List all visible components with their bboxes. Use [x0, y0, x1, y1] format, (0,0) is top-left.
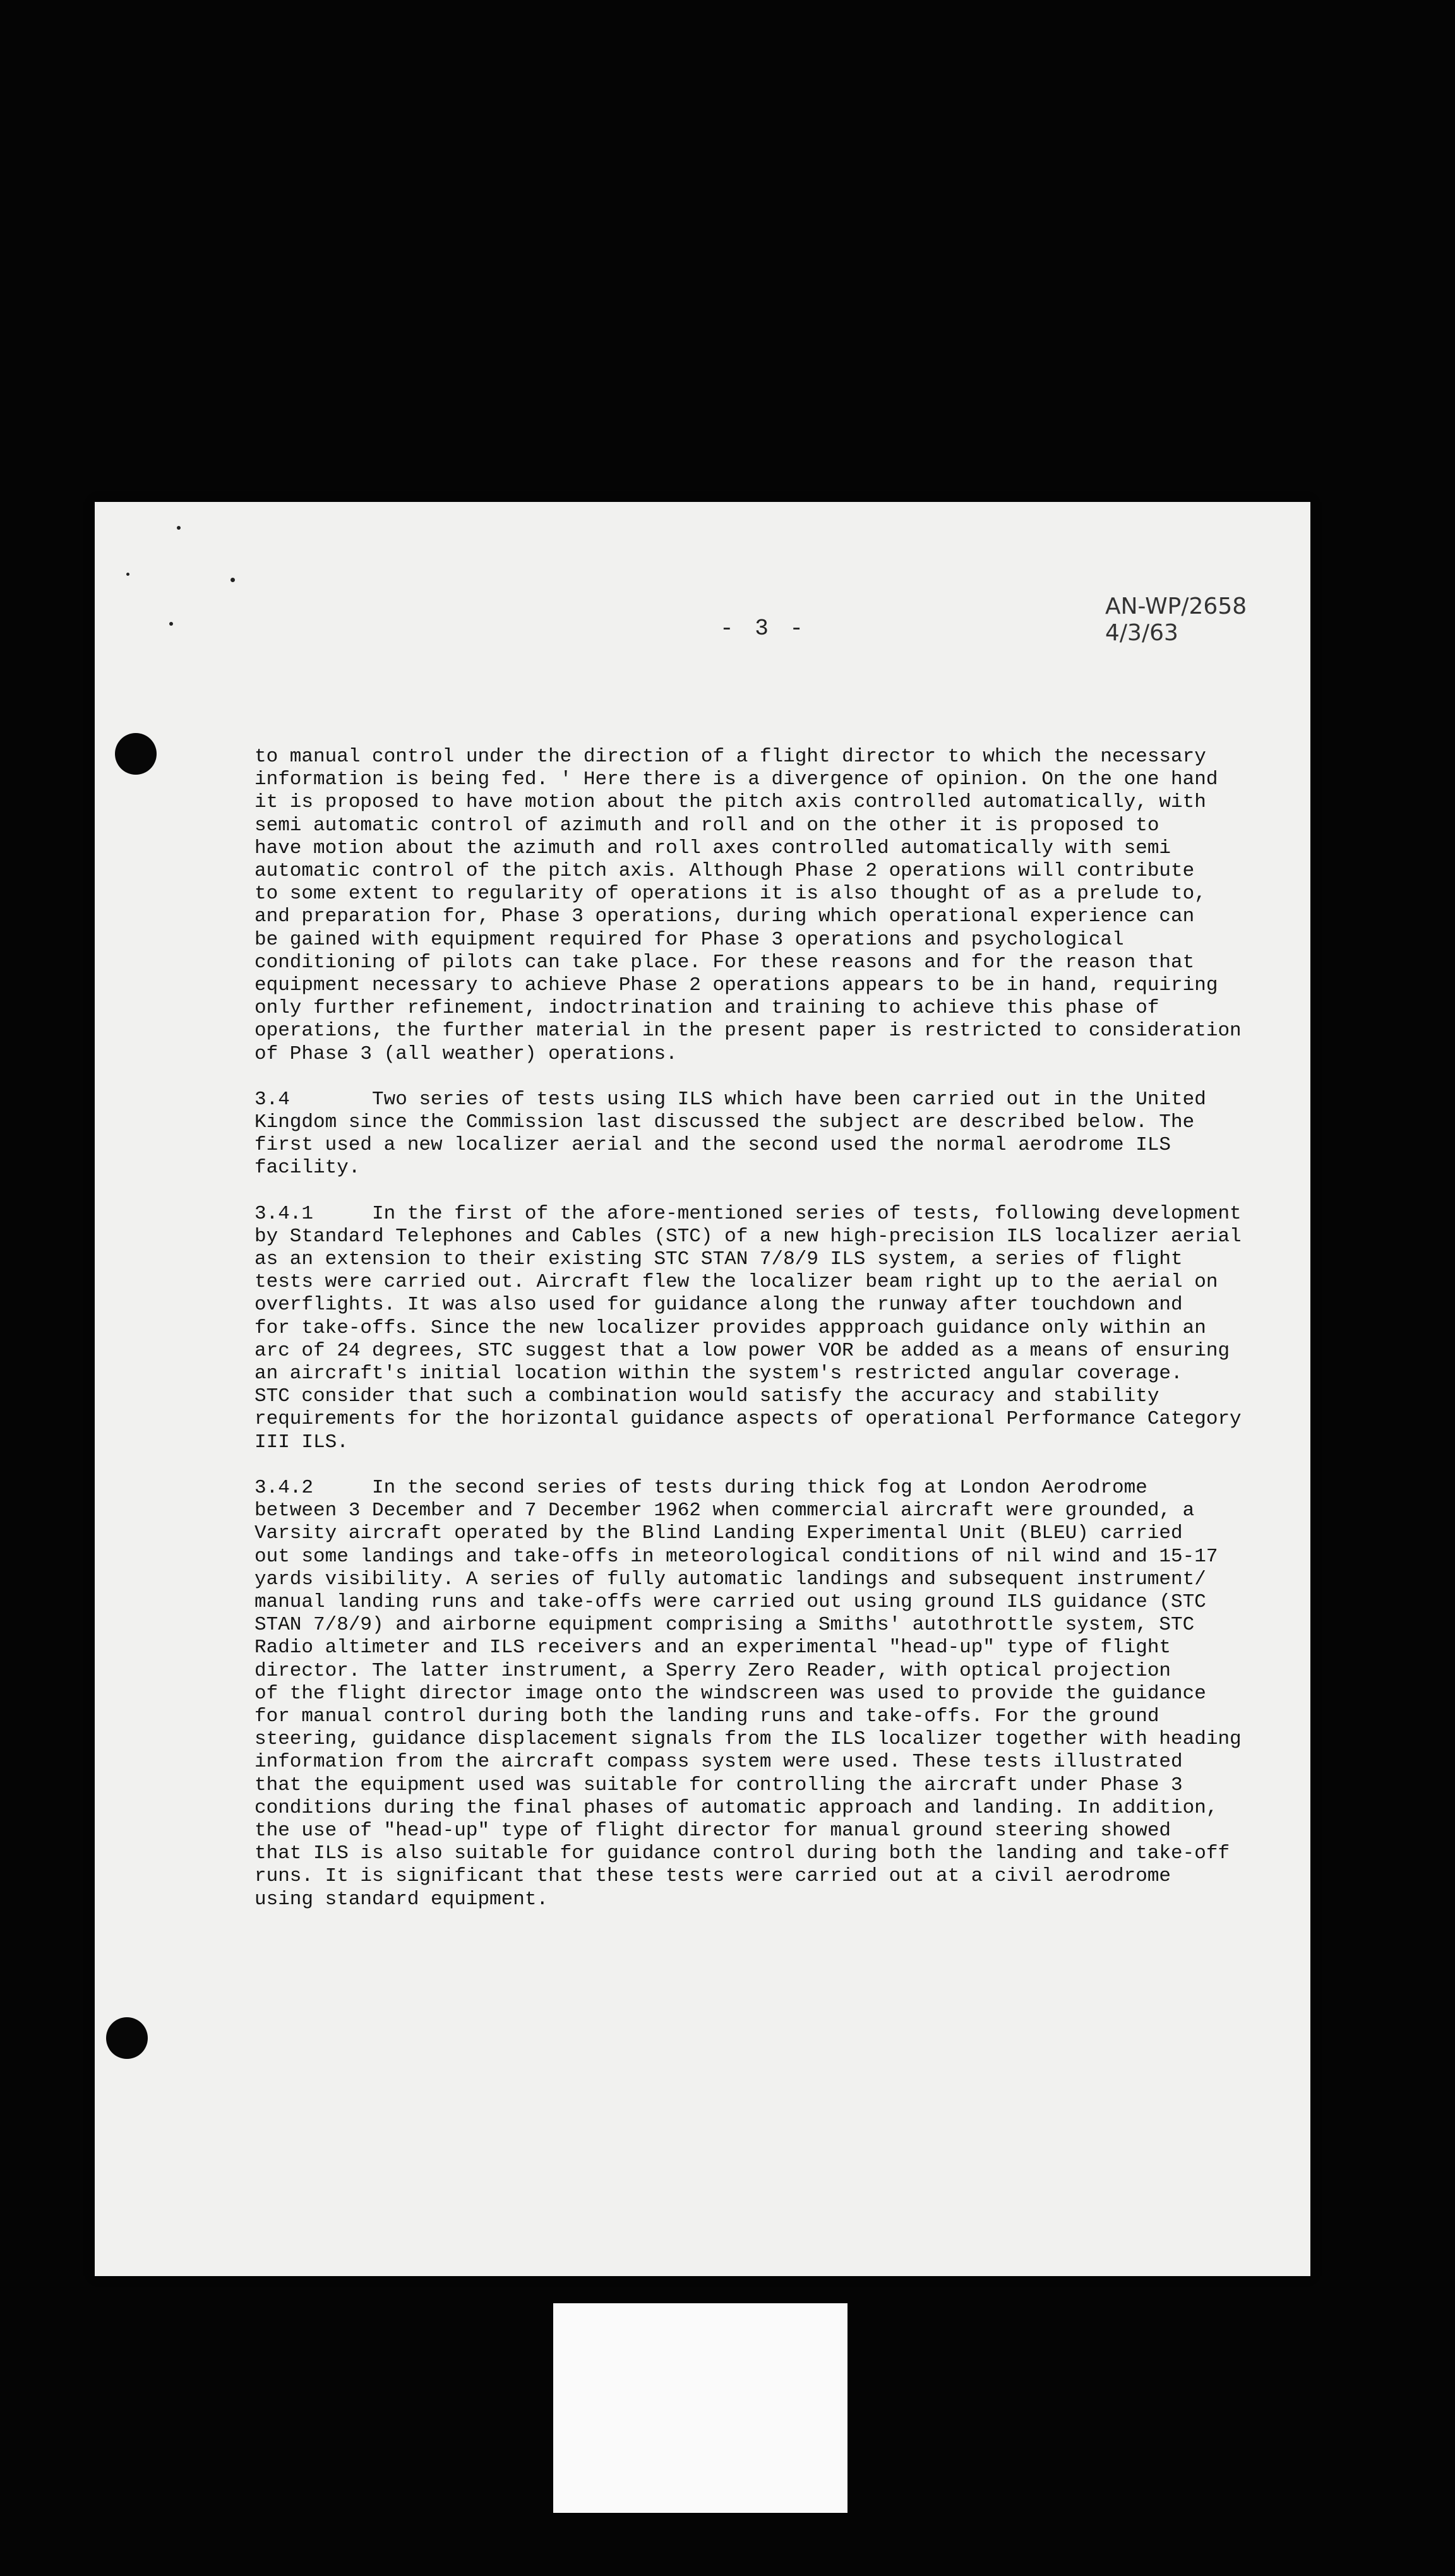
text-line: 3.4.2 In the second series of tests during thick fog at London Aerodrome: [254, 1476, 1147, 1499]
punch-hole: [115, 733, 157, 775]
text-line: overflights. It was also used for guidance along the runway after touchdown and: [254, 1294, 1183, 1316]
text-line: 3.4.1 In the first of the afore-mentioned series of tests, following development: [254, 1202, 1242, 1225]
text-line: requirements for the horizontal guidance aspects of operational Performance Category: [254, 1408, 1242, 1431]
speck: [126, 573, 129, 576]
text-line: for take-offs. Since the new localizer provides appproach guidance only within an: [254, 1316, 1206, 1339]
text-line: have motion about the azimuth and roll axes controlled automatically with semi: [254, 837, 1171, 859]
paragraph: [254, 746, 1308, 1066]
text-line: first used a new localizer aerial and the second used the normal aerodrome ILS: [254, 1134, 1171, 1157]
text-line: of the flight director image onto the windscreen was used to provide the guidance: [254, 1682, 1206, 1705]
punch-hole: [106, 2017, 148, 2059]
text-line: by Standard Telephones and Cables (STC) of a new high-precision ILS localizer aerial: [254, 1225, 1242, 1248]
text-line: automatic control of the pitch axis. Although Phase 2 operations will contribute: [254, 860, 1195, 883]
text-line: tests were carried out. Aircraft flew the localizer beam right up to the aerial on: [254, 1271, 1218, 1294]
text-line: conditioning of pilots can take place. For these reasons and for the reason that: [254, 951, 1195, 974]
text-line: to some extent to regularity of operations it is also thought of as a prelude to,: [254, 883, 1206, 905]
text-line: as an extension to their existing STC STAN 7/8/9 ILS system, a series of flight: [254, 1248, 1183, 1271]
text-line: information from the aircraft compass system were used. These tests illustrated: [254, 1751, 1183, 1774]
text-line: to manual control under the direction of a flight director to which the necessary: [254, 746, 1206, 768]
text-line: information is being fed. ' Here there is a divergence of opinion. On the one hand: [254, 768, 1218, 791]
section-number: 3.4: [254, 1088, 290, 1111]
text-line: only further refinement, indoctrination and training to achieve this phase of: [254, 997, 1159, 1020]
text-line: Kingdom since the Commission last discussed the subject are described below. The: [254, 1111, 1195, 1134]
text-line: equipment necessary to achieve Phase 2 operations appears to be in hand, requiring: [254, 974, 1218, 997]
text-line: between 3 December and 7 December 1962 when commercial aircraft were grounded, a: [254, 1500, 1195, 1522]
speck: [169, 622, 173, 626]
text-line: that the equipment used was suitable for controlling the aircraft under Phase 3: [254, 1774, 1183, 1796]
text-line: conditions during the final phases of automatic approach and landing. In addition,: [254, 1796, 1218, 1819]
text-line: it is proposed to have motion about the pitch axis controlled automatically, with: [254, 791, 1206, 814]
text-line: manual landing runs and take-offs were carried out using ground ILS guidance (STC: [254, 1590, 1206, 1613]
text-line: 3.4 Two series of tests using ILS which have been carried out in the United: [254, 1088, 1206, 1111]
text-line: facility.: [254, 1157, 361, 1179]
text-line: for manual control during both the landing runs and take-offs. For the ground: [254, 1705, 1159, 1727]
text-line: and preparation for, Phase 3 operations, during which operational experience can: [254, 905, 1195, 928]
text-line: that ILS is also suitable for guidance control during both the landing and take-off: [254, 1842, 1230, 1865]
text-line: an aircraft's initial location within the system's restricted angular coverage.: [254, 1363, 1183, 1385]
body-text: [254, 746, 1308, 1934]
text-line: steering, guidance displacement signals from the ILS localizer together with heading: [254, 1728, 1242, 1751]
text-line: semi automatic control of azimuth and roll and on the other it is proposed to: [254, 814, 1159, 837]
paragraph: [254, 1477, 1308, 1911]
text-line: runs. It is significant that these tests were carried out at a civil aerodrome: [254, 1865, 1171, 1888]
text-line: Radio altimeter and ILS receivers and an experimental "head-up" type of flight: [254, 1637, 1171, 1659]
text-line: Varsity aircraft operated by the Blind Landing Experimental Unit (BLEU) carried: [254, 1522, 1183, 1545]
text-line: yards visibility. A series of fully automatic landings and subsequent instrument/: [254, 1568, 1206, 1590]
text-line: be gained with equipment required for Phase 3 operations and psychological: [254, 928, 1124, 951]
section-number: 3.4.1: [254, 1202, 314, 1225]
text-line: III ILS.: [254, 1431, 349, 1453]
speck: [231, 578, 235, 582]
text-line: out some landings and take-offs in meteorological conditions of nil wind and 15-17: [254, 1545, 1218, 1568]
paragraph: [254, 1088, 1308, 1180]
blank-label: [553, 2303, 847, 2513]
doc-ref-date: 4/3/63: [1105, 620, 1178, 646]
page-number: - 3 -: [720, 616, 808, 641]
text-line: STC consider that such a combination would satisfy the accuracy and stability: [254, 1385, 1159, 1408]
paragraph: [254, 1203, 1308, 1454]
text-line: the use of "head-up" type of flight director for manual ground steering showed: [254, 1819, 1171, 1842]
speck: [177, 526, 181, 530]
document-page: [95, 502, 1310, 2276]
text-line: arc of 24 degrees, STC suggest that a low power VOR be added as a means of ensuring: [254, 1339, 1230, 1362]
document-reference: [1105, 593, 1247, 647]
text-line: of Phase 3 (all weather) operations.: [254, 1042, 678, 1065]
text-line: director. The latter instrument, a Sperry Zero Reader, with optical projection: [254, 1659, 1171, 1682]
text-line: STAN 7/8/9) and airborne equipment comprising a Smiths' autothrottle system, STC: [254, 1614, 1195, 1637]
section-number: 3.4.2: [254, 1476, 314, 1499]
doc-ref-number: AN-WP/2658: [1105, 593, 1247, 619]
text-line: operations, the further material in the present paper is restricted to consideration: [254, 1020, 1242, 1042]
text-line: using standard equipment.: [254, 1888, 549, 1911]
